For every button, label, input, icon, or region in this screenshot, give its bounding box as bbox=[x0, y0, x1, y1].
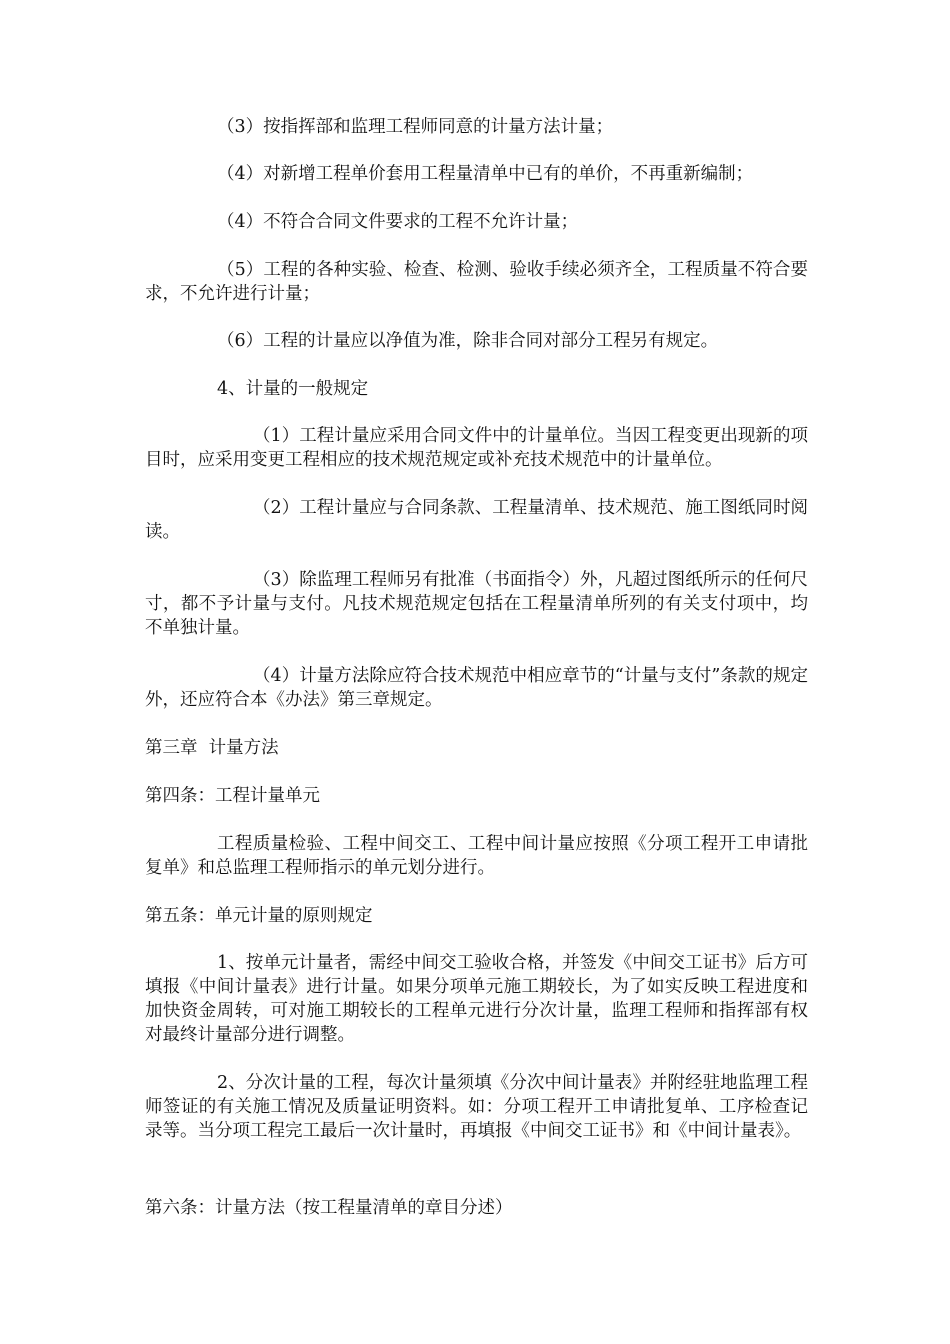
paragraph-clause-4b: （4）不符合合同文件要求的工程不允许计量； bbox=[217, 212, 579, 232]
paragraph-article-5-item-2: 2、分次计量的工程，每次计量须填《分次中间计量表》并附经驻地监理工程师签证的有关施工情况及质量证明资料。如：分项工程开工申请批复单、工序检查记录等。当分项工程完工最后一次计量时，再填报《中间交工证书》和《中间计量表》。 bbox=[145, 1073, 808, 1141]
section-heading-general-rules: 4、计量的一般规定 bbox=[217, 379, 369, 399]
paragraph-rule-4: （4）计量方法除应符合技术规范中相应章节的“计量与支付”条款的规定外，还应符合本《办法》第三章规定。 bbox=[145, 666, 808, 710]
paragraph-rule-2: （2）工程计量应与合同条款、工程量清单、技术规范、施工图纸同时阅读。 bbox=[145, 498, 808, 542]
paragraph-rule-3: （3）除监理工程师另有批准（书面指令）外，凡超过图纸所示的任何尺寸，都不予计量与支付。凡技术规范规定包括在工程量清单所列的有关支付项中，均不单独计量。 bbox=[145, 570, 808, 638]
article-5-heading: 第五条：单元计量的原则规定 bbox=[145, 906, 373, 926]
paragraph-clause-3: （3）按指挥部和监理工程师同意的计量方法计量； bbox=[217, 117, 614, 137]
article-4-heading: 第四条：工程计量单元 bbox=[145, 786, 320, 806]
paragraph-rule-1: （1）工程计量应采用合同文件中的计量单位。当因工程变更出现新的项目时，应采用变更工程相应的技术规范规定或补充技术规范中的计量单位。 bbox=[145, 426, 808, 470]
paragraph-clause-6: （6）工程的计量应以净值为准，除非合同对部分工程另有规定。 bbox=[217, 331, 719, 351]
article-6-heading: 第六条：计量方法（按工程量清单的章目分述） bbox=[145, 1198, 513, 1218]
paragraph-article-5-item-1: 1、按单元计量者，需经中间交工验收合格，并签发《中间交工证书》后方可填报《中间计量表》进行计量。如果分项单元施工期较长，为了如实反映工程进度和加快资金周转，可对施工期较长的工程单元进行分次计量，监理工程师和指挥部有权对最终计量部分进行调整。 bbox=[145, 953, 808, 1045]
paragraph-clause-5: （5）工程的各种实验、检查、检测、验收手续必须齐全，工程质量不符合要求，不允许进行计量； bbox=[145, 260, 808, 304]
paragraph-article-4: 工程质量检验、工程中间交工、工程中间计量应按照《分项工程开工申请批复单》和总监理工程师指示的单元划分进行。 bbox=[145, 834, 808, 878]
paragraph-clause-4a: （4）对新增工程单价套用工程量清单中已有的单价，不再重新编制； bbox=[217, 164, 754, 184]
chapter-heading: 第三章 计量方法 bbox=[145, 738, 279, 758]
